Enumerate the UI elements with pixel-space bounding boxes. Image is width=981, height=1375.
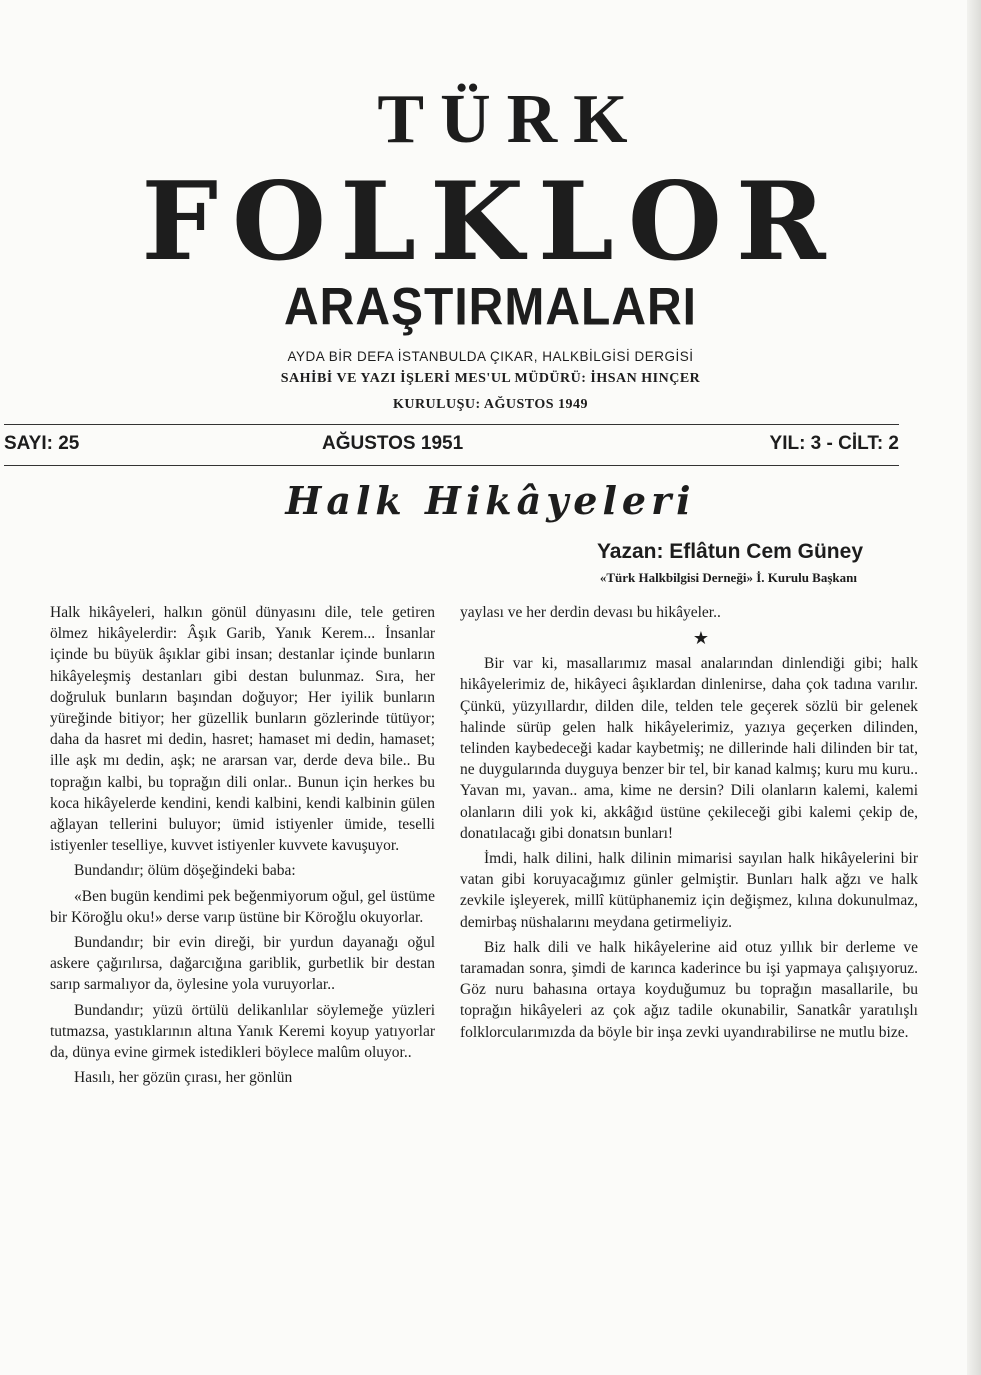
paragraph: İmdi, halk dilini, halk dilinin mimarisi sayılan halk hikâyelerini bir vatan gibi koruyacağımız günler gelmiştir. Bunları halk ağzı ve halk zevkile işleyerek, millî kütüphanemiz için değişmez, kılına dokunulmaz, demirbaş nüshalarını meydana getirmeliyiz. <box>460 850 918 931</box>
masthead-arastirmalari: ARAŞTIRMALARI <box>284 278 697 337</box>
paragraph: Hasılı, her gözün çırası, her gönlün <box>74 1069 293 1087</box>
left-column <box>50 602 435 1092</box>
masthead-info-founded: KURULUŞU: AĞUSTOS 1949 <box>392 397 589 412</box>
paragraph: «Ben bugün kendimi pek beğenmiyorum oğul, gel üstüme bir Köroğlu oku!» derse varıp üstüne bir Köroğlu okuyorlar. <box>50 887 435 926</box>
paragraph: Biz halk dili ve halk hikâyelerine aid otuz yıllık bir derleme ve taramadan sonra, şimdi de karınca kaderince bu işi yapmaya çalışıyoruz. Göz nuru bahasına ortaya koyduğumuz bu toprağın masallarile, bu toprağın hikâyeleri az çok ağız tadile okunabilir, Sanatkâr yaratılışlı folklorcularımızda da böyle bir inşa zevki uyandırabilirse ne mutlu bize. <box>460 938 918 1041</box>
article-title: Halk Hikâyeleri <box>285 478 696 523</box>
issue-number: SAYI: 25 <box>4 433 80 454</box>
paragraph: yaylası ve her derdin devası bu hikâyeler.. <box>460 604 721 621</box>
author-name: Yazan: Eflâtun Cem Güney <box>596 540 863 563</box>
author-affiliation: «Türk Halkbilgisi Derneği» İ. Kurulu Başkanı <box>599 570 857 585</box>
author-block <box>596 538 863 590</box>
issue-bar <box>4 424 899 466</box>
paragraph: Bundandır; bir evin direği, bir yurdun dayanağı oğul askere çağırılırsa, dağarcığına gariblik, gurbetlik bir destan sarıp sarmalıyor da, öylesine yola vuruyorlar.. <box>50 934 435 994</box>
masthead-folklor: FOLKLOR <box>141 159 840 285</box>
right-column <box>460 602 918 1047</box>
masthead-info-frequency: AYDA BİR DEFA İSTANBULDA ÇIKAR, HALKBİLGİSİ DERGİSİ <box>287 349 694 364</box>
issue-volume: YIL: 3 - CİLT: 2 <box>769 433 899 454</box>
star-divider: ★ <box>692 628 710 649</box>
paragraph: Bundandır; yüzü örtülü delikanlılar söylemeğe yüzleri tutmazsa, yastıklarının altına Yanık Keremi koyup yatıyorlar da, dünya evine girmek istedikleri böylece malûm oluyor.. <box>50 1001 435 1062</box>
paragraph: Halk hikâyeleri, halkın gönül dünyasını dile, tele getiren ölmez hikâyelerdir: Âşık Garib, Yanık Kerem... İnsanlar içinde bu büyük âşıklar gibi insan; destanlar içinde bunların hikâyeleşmiş destanları gibi destan bulunmaz. Sıra, her doğruluk bunların başından doğuyor; Her iyilik bunların yüreğinde bitiyor; her güzellik bunların gözlerinde tütüyor; daha da hasret mi dedin, hasret; hamaset mi dedin, hamaset; ille aşk mı dedin, aşk; ne ararsan var, derde deva bile.. Bu toprağın kalbi, bu toprağın dili onlar.. Bunun için herkes bu koca hikâyelerde kendini, kendi kalbini, kendi kalbinin gülen ağlayan tellerini buluyor; ümid istiyenler ümide, teselli istiyenler teselliye, kuvvet istiyenler kuvvete kavuşuyor. <box>50 604 435 855</box>
paragraph: Bir var ki, masallarımız masal analarından dinlendiği gibi; halk hikâyelerimiz de, hikâyeci âşıklardan dinlenirse, daha çok tadına varılır. Çünkü, yüzyıllardır, dilden dile, telden tele geçerek sözlü bir gelenek halinde sürüp gelen halk hikâyelerimiz, yazıya geçerken dilinden, telinden kaybedeceği kadar kaybetmiş; ne dillerinde hali dilinden bir tat, ne duygularında duyguya benzer bir tel, bir kanad kalmış; kuru mu kuru.. Yavan mı, yavan.. ama, kime ne dersin? Dili olanların kalemi, kalemi olanların dili yok ki, akkâğıd üstüne çekileceği gibi kalemi çekip de, donatılacağı gibi donatsın bunları! <box>460 655 918 842</box>
masthead-turk: TÜRK <box>377 81 644 158</box>
masthead-info-owner: SAHİBİ VE YAZI İŞLERİ MES'UL MÜDÜRÜ: İHSAN HINÇER <box>280 371 701 386</box>
paragraph: Bundandır; ölüm döşeğindeki baba: <box>74 862 296 880</box>
masthead <box>0 80 981 416</box>
issue-date: AĞUSTOS 1951 <box>322 433 464 454</box>
